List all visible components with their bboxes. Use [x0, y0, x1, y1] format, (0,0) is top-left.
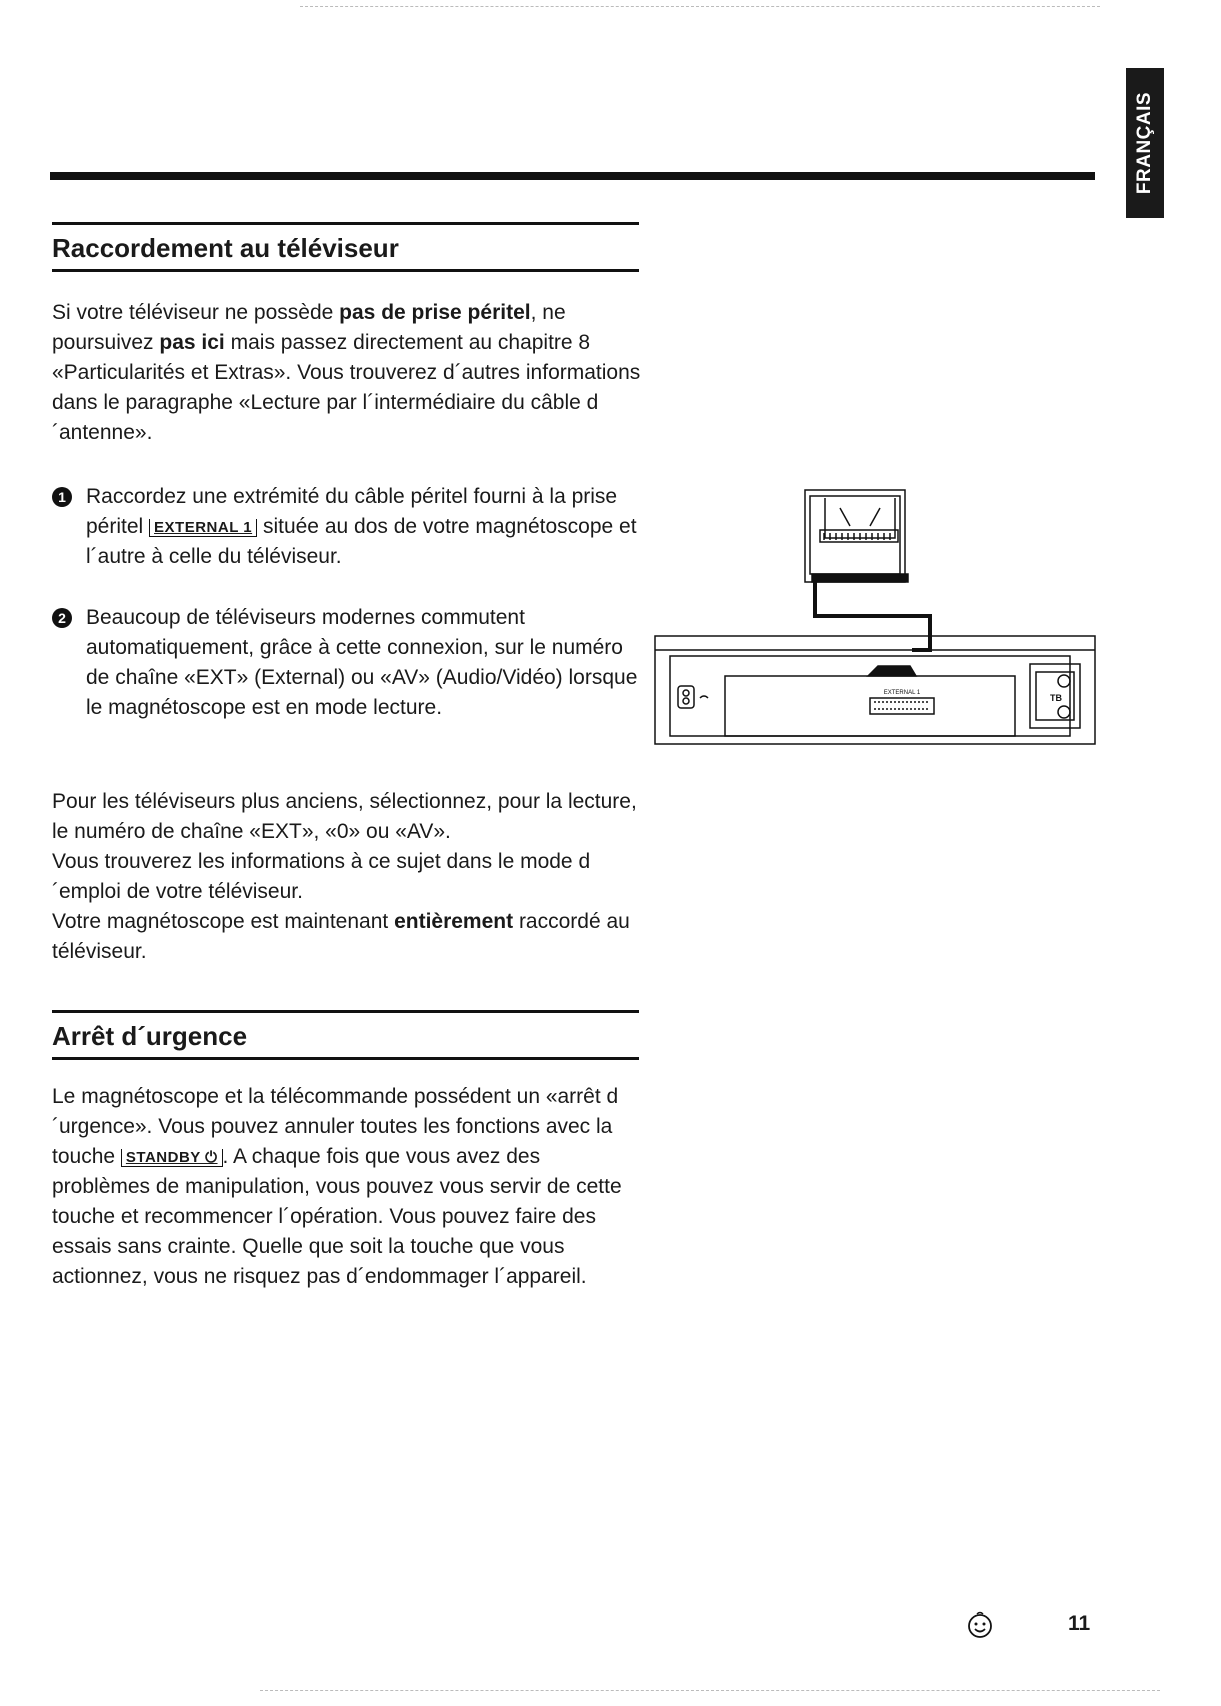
intro-paragraph: Si votre téléviseur ne possède pas de prise péritel, ne poursuivez pas ici mais passez directement au chapitre 8 «Particularités et Extras». Vous trouverez d´autres informations dans le paragraphe «Lecture par l´intermédiaire du câble d´antenne».: [52, 301, 641, 444]
scart-cable: [815, 580, 930, 650]
section-title: Raccordement au téléviseur: [52, 233, 399, 263]
smiley-icon: [965, 1610, 995, 1640]
tv-illustration: [805, 490, 908, 582]
language-tab: [1126, 68, 1164, 218]
step-2: 2 Beaucoup de téléviseurs modernes commutent automatiquement, grâce à cette connexion, sur le numéro de chaîne «EXT» (External) ou «AV» (Audio/Vidéo) lorsque le magnétoscope est en mode lecture.: [52, 603, 642, 723]
scan-artifact-top: [300, 6, 1100, 11]
page-number: 11: [1068, 1612, 1091, 1635]
step-number-badge: 2: [52, 608, 72, 628]
section-title: Arrêt d´urgence: [52, 1021, 248, 1051]
heading-rule-bottom: [52, 1057, 639, 1060]
antenna-socket-label: TB: [1050, 693, 1062, 703]
tv-vcr-connection-diagram: [650, 488, 1100, 758]
scart-connector-label: EXTERNAL 1: [883, 690, 921, 696]
language-tab-label: FRANÇAIS: [1134, 91, 1156, 195]
emergency-stop-paragraph: Le magnétoscope et la télécommande possédent un «arrêt d´urgence». Vous pouvez annuler toutes les fonctions avec la touche STANDBY ⏻ . A chaque fois que vous avez des problèmes de manipulation, vous pouvez vous servir de cette touche et recommencer l´opération. Vous pouvez faire des essais sans crainte. Quelle que soit la touche que vous actionnez, vous ne risquez pas d´endommager l´appareil.: [52, 1085, 622, 1288]
section-heading-connection: [52, 222, 639, 272]
standby-key: STANDBY ⏻: [121, 1149, 223, 1167]
step-number-badge: 1: [52, 487, 72, 507]
top-rule: [50, 172, 1095, 180]
outro-paragraph: Pour les téléviseurs plus anciens, sélectionnez, pour la lecture, le numéro de chaîne «EXT», «0» ou «AV». Vous trouverez les informations à ce sujet dans le mode d´emploi de votre téléviseur. Votre magnétoscope est maintenant entièrement raccordé au téléviseur.: [52, 790, 637, 963]
heading-rule-bottom: [52, 269, 639, 272]
step-1: 1 Raccordez une extrémité du câble péritel fourni à la prise péritel EXTERNAL 1 située au dos de votre magnétoscope et l´autre à celle du téléviseur.: [52, 482, 642, 572]
scan-artifact-bottom: [260, 1690, 1160, 1695]
external-1-key: EXTERNAL 1: [149, 519, 257, 537]
vcr-illustration: [655, 636, 1095, 744]
section-heading-emergency-stop: [52, 1010, 639, 1060]
